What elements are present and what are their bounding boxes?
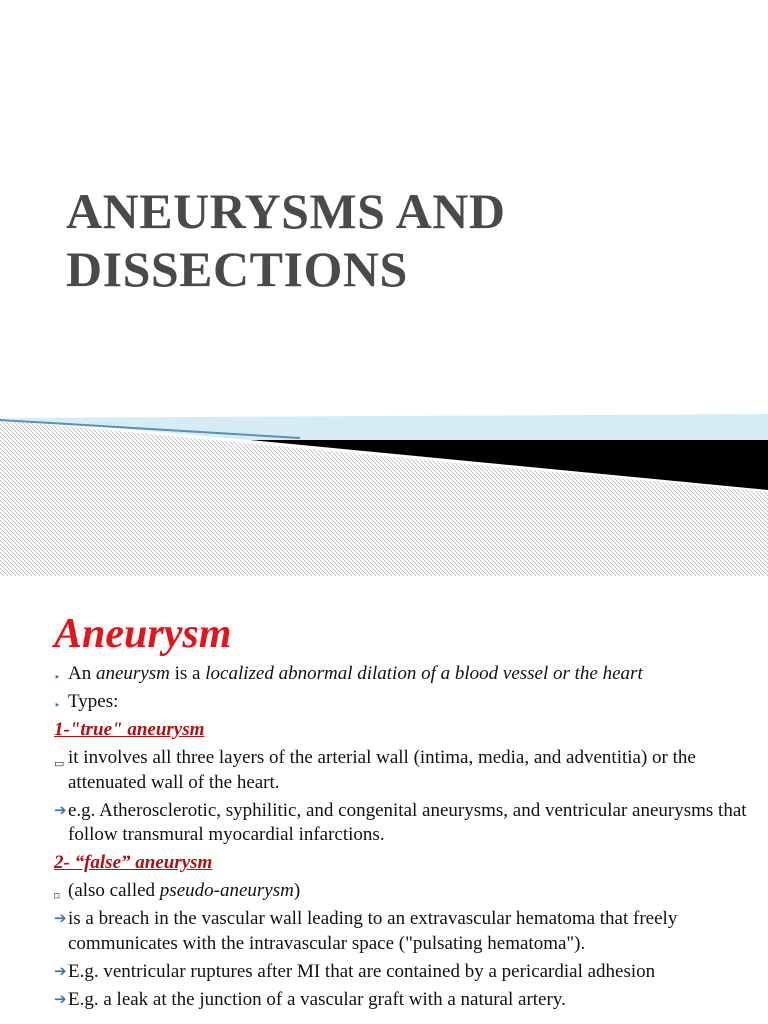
bullet-true-example bbox=[54, 799, 754, 848]
text: An bbox=[68, 663, 96, 684]
text: is a bbox=[169, 663, 206, 684]
arrow-bullet-icon: ➔ bbox=[54, 802, 67, 819]
bullet-false-ex1 bbox=[54, 960, 754, 985]
text: e.g. Atherosclerotic, syphilitic, and congenital aneurysms, and ventricular aneurysms that follow transmural myocardial infarctions. bbox=[68, 799, 747, 845]
subheading-text: 2- “false” aneurysm bbox=[54, 852, 213, 873]
bullet-definition bbox=[54, 662, 754, 687]
text: ) bbox=[293, 880, 301, 901]
bullet-false-ex2 bbox=[54, 988, 754, 1013]
content-slide bbox=[0, 576, 768, 1024]
bullet-false-desc bbox=[54, 907, 754, 956]
subheading-text: 1-"true" aneurysm bbox=[54, 719, 205, 740]
slide-body bbox=[54, 662, 754, 1016]
italic-definition: localized abnormal dilation of a blood vessel or the heart bbox=[205, 663, 643, 684]
arrow-bullet-icon: ➔ bbox=[54, 991, 67, 1008]
slide-heading: Aneurysm bbox=[54, 611, 232, 657]
triangle-bullet-icon: ‣ bbox=[54, 700, 61, 712]
text: it involves all three layers of the arterial wall (intima, media, and adventitia) or the attenuated wall of the heart. bbox=[68, 747, 696, 793]
text: is a breach in the vascular wall leading to an extravascular hematoma that freely communicates with the intravascular space ("pulsating hematoma"). bbox=[68, 908, 678, 954]
bullet-types bbox=[54, 690, 754, 715]
title-line-1: ANEURYSMS AND bbox=[66, 183, 506, 239]
italic-term: aneurysm bbox=[95, 663, 170, 684]
title-line-2: DISSECTIONS bbox=[66, 241, 408, 297]
triangle-bullet-icon: ‣ bbox=[54, 672, 61, 684]
arrow-bullet-icon: ➔ bbox=[54, 963, 67, 980]
italic-term: pseudo-aneurysm bbox=[159, 880, 294, 901]
subheading-false bbox=[54, 851, 754, 876]
bullet-true-desc bbox=[54, 746, 754, 795]
box-bullet-icon: ⌑ bbox=[54, 891, 60, 903]
text: E.g. a leak at the junction of a vascular graft with a natural artery. bbox=[68, 988, 566, 1010]
box-bullet-icon: ▭ bbox=[54, 758, 65, 770]
text: E.g. ventricular ruptures after MI that are contained by a pericardial adhesion bbox=[68, 960, 656, 982]
arrow-bullet-icon: ➔ bbox=[54, 911, 67, 927]
text: (also called bbox=[68, 880, 160, 901]
text: Types: bbox=[68, 691, 119, 712]
subheading-true bbox=[54, 718, 754, 743]
bullet-false-aka bbox=[54, 879, 754, 904]
